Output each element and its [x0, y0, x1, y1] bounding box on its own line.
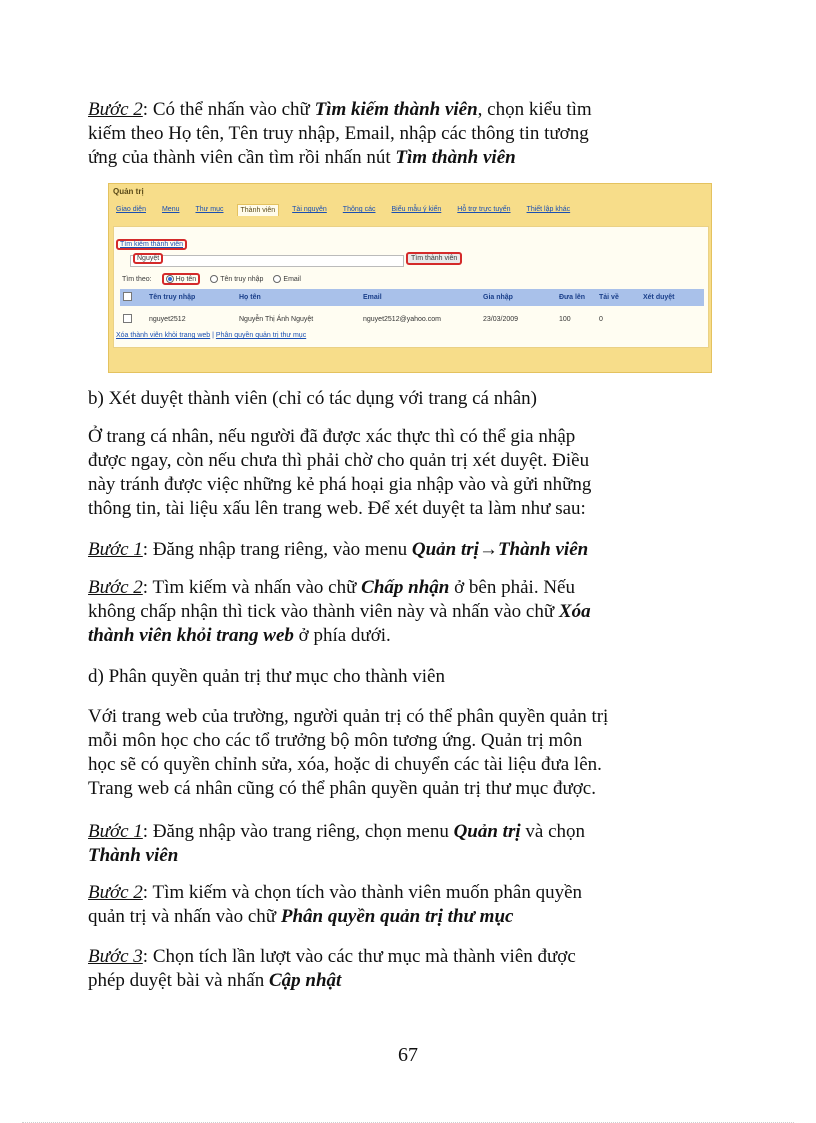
emphasis: Chấp nhận	[361, 577, 450, 598]
radio-label: Tên truy nhập	[220, 275, 264, 283]
text: không chấp nhận thì tick vào thành viên này và nhấn vào chữ	[88, 601, 559, 622]
tab-ho-tro[interactable]: Hỗ trợ trực tuyến	[457, 206, 511, 213]
radio-full-name[interactable]	[162, 273, 201, 285]
tab-thu-muc[interactable]: Thư mục	[195, 206, 224, 213]
permission-step-2	[88, 881, 728, 929]
section-b-heading: b) Xét duyệt thành viên (chỉ có tác dụng với trang cá nhân)	[88, 388, 538, 409]
search-by-options	[122, 273, 301, 285]
line: Với trang web của trường, người quản trị có thể phân quyền quản trị	[88, 706, 609, 727]
step-label: Bước 3	[88, 946, 143, 967]
text: : Đăng nhập trang riêng, vào menu	[142, 539, 412, 560]
section-d-heading: d) Phân quyền quản trị thư mục cho thành viên	[88, 666, 445, 687]
cell-username: nguyet2512	[149, 316, 186, 323]
line: Ở trang cá nhân, nếu người đã được xác thực thì có thể gia nhập	[88, 426, 576, 447]
cell-full-name: Nguyễn Thị Ánh Nguyệt	[239, 316, 314, 323]
search-input[interactable]	[130, 255, 404, 267]
text: : Tìm kiếm và chọn tích vào thành viên muốn phân quyền	[142, 882, 582, 903]
step-label: Bước 1	[88, 539, 143, 560]
line	[88, 881, 728, 905]
emphasis: Thành viên	[88, 845, 179, 866]
text: ứng của thành viên cần tìm rồi nhấn nút	[88, 147, 396, 168]
search-by-label: Tìm theo:	[122, 275, 152, 283]
search-value: Nguyệt	[133, 253, 163, 264]
line	[88, 146, 728, 170]
cell-downloads: 0	[599, 316, 603, 323]
search-members-button[interactable]: Tìm thành viên	[406, 252, 462, 265]
line: kiếm theo Họ tên, Tên truy nhập, Email, nhập các thông tin tương	[88, 123, 589, 144]
radio-username[interactable]	[210, 275, 263, 283]
step-label: Bước 2	[88, 882, 143, 903]
table-header-row	[120, 289, 704, 306]
cell-approve	[640, 306, 704, 333]
select-all-cell	[120, 289, 146, 306]
text: ở bên phải. Nếu	[449, 577, 575, 598]
tab-bieu-mau[interactable]: Biểu mẫu ý kiến	[391, 206, 442, 213]
line	[88, 624, 728, 648]
text: , chọn kiểu tìm	[477, 99, 592, 120]
radio-label: Họ tên	[175, 275, 197, 283]
tab-thanh-vien[interactable]: Thành viên	[237, 204, 280, 216]
approval-step-2	[88, 576, 728, 648]
line	[88, 905, 728, 929]
line	[88, 969, 728, 993]
column-header[interactable]: Email	[360, 289, 480, 306]
member-results-table	[120, 289, 704, 333]
emphasis: Cập nhật	[268, 970, 342, 991]
emphasis: Xóa	[558, 601, 591, 622]
row-checkbox[interactable]	[123, 314, 132, 323]
radio-email[interactable]	[273, 275, 301, 283]
cell-uploads: 100	[559, 316, 571, 323]
line	[88, 945, 728, 969]
tab-menu[interactable]: Menu	[161, 206, 180, 213]
emphasis: Tìm kiếm thành viên	[314, 99, 478, 120]
text: quản trị và nhấn vào chữ	[88, 906, 281, 927]
line	[88, 844, 728, 868]
step-label: Bước 1	[88, 821, 143, 842]
column-header[interactable]: Họ tên	[236, 289, 360, 306]
line: Trang web cá nhân cũng có thể phân quyền quản trị thư mục được.	[88, 778, 596, 799]
column-header[interactable]: Tải về	[596, 289, 640, 306]
line	[88, 600, 728, 624]
row-select-cell	[120, 306, 146, 333]
tab-thong-cao[interactable]: Thông các	[342, 206, 376, 213]
emphasis: Quản trị	[453, 821, 521, 842]
radio-icon	[273, 275, 281, 283]
emphasis: Quản trị→Thành viên	[411, 539, 589, 560]
panel-footer-links	[116, 332, 306, 339]
permission-step-1	[88, 820, 728, 868]
text: và chọn	[520, 821, 586, 842]
line: được ngay, còn nếu chưa thì phải chờ cho quản trị xét duyệt. Điều	[88, 450, 590, 471]
column-header[interactable]: Xét duyệt	[640, 289, 704, 306]
admin-tab-bar	[113, 204, 573, 216]
radio-selected-icon	[166, 275, 174, 283]
approval-intro-paragraph	[88, 425, 728, 521]
select-all-checkbox[interactable]	[123, 292, 132, 301]
table-row	[120, 306, 704, 333]
step-label: Bước 2	[88, 99, 143, 120]
cell-email: nguyet2512@yahoo.com	[363, 316, 441, 323]
tab-giao-dien[interactable]: Giao diện	[116, 206, 146, 213]
cell-join-date: 23/03/2009	[483, 316, 519, 323]
text: phép duyệt bài và nhấn	[88, 970, 269, 991]
line	[88, 98, 728, 122]
line: học sẽ có quyền chỉnh sửa, xóa, hoặc di chuyển các tài liệu đưa lên.	[88, 754, 602, 775]
admin-title: Quản trị	[113, 187, 144, 196]
text: : Đăng nhập vào trang riêng, chọn menu	[142, 821, 454, 842]
member-panel	[113, 226, 709, 348]
permission-intro-paragraph	[88, 705, 728, 801]
remove-member-link[interactable]: Xóa thành viên khỏi trang web	[116, 332, 211, 339]
column-header[interactable]: Đưa lên	[556, 289, 596, 306]
line: thông tin, tài liệu xấu lên trang web. Để xét duyệt ta làm như sau:	[88, 498, 586, 519]
text: : Tìm kiếm và nhấn vào chữ	[142, 577, 362, 598]
text: : Có thể nhấn vào chữ	[142, 99, 315, 120]
tab-thiet-lap[interactable]: Thiết lập khác	[526, 206, 571, 213]
line: này tránh được việc những kẻ phá hoại gia nhập vào và gửi những	[88, 474, 592, 495]
separator: |	[210, 332, 216, 339]
radio-label: Email	[283, 275, 301, 283]
column-header[interactable]: Gia nhập	[480, 289, 556, 306]
tab-tai-nguyen[interactable]: Tài nguyên	[292, 206, 327, 213]
page-number: 67	[398, 1044, 418, 1066]
step-2-search-paragraph	[88, 98, 728, 170]
folder-permission-link[interactable]: Phân quyền quản trị thư mục	[215, 332, 307, 339]
emphasis: thành viên khỏi trang web	[88, 625, 294, 646]
text: : Chọn tích lần lượt vào các thư mục mà thành viên được	[142, 946, 576, 967]
column-header[interactable]: Tên truy nhập	[146, 289, 236, 306]
emphasis: Phân quyền quản trị thư mục	[280, 906, 514, 927]
radio-icon	[210, 275, 218, 283]
approval-step-1	[88, 538, 728, 562]
line	[88, 820, 728, 844]
permission-step-3	[88, 945, 728, 993]
line	[88, 576, 728, 600]
admin-screenshot	[108, 183, 712, 373]
search-members-link[interactable]: Tìm kiếm thành viên	[116, 239, 187, 250]
text: ở phía dưới.	[293, 625, 391, 646]
line: mỗi môn học cho các tổ trưởng bộ môn tương ứng. Quản trị môn	[88, 730, 583, 751]
step-label: Bước 2	[88, 577, 143, 598]
emphasis: Tìm thành viên	[395, 147, 516, 168]
